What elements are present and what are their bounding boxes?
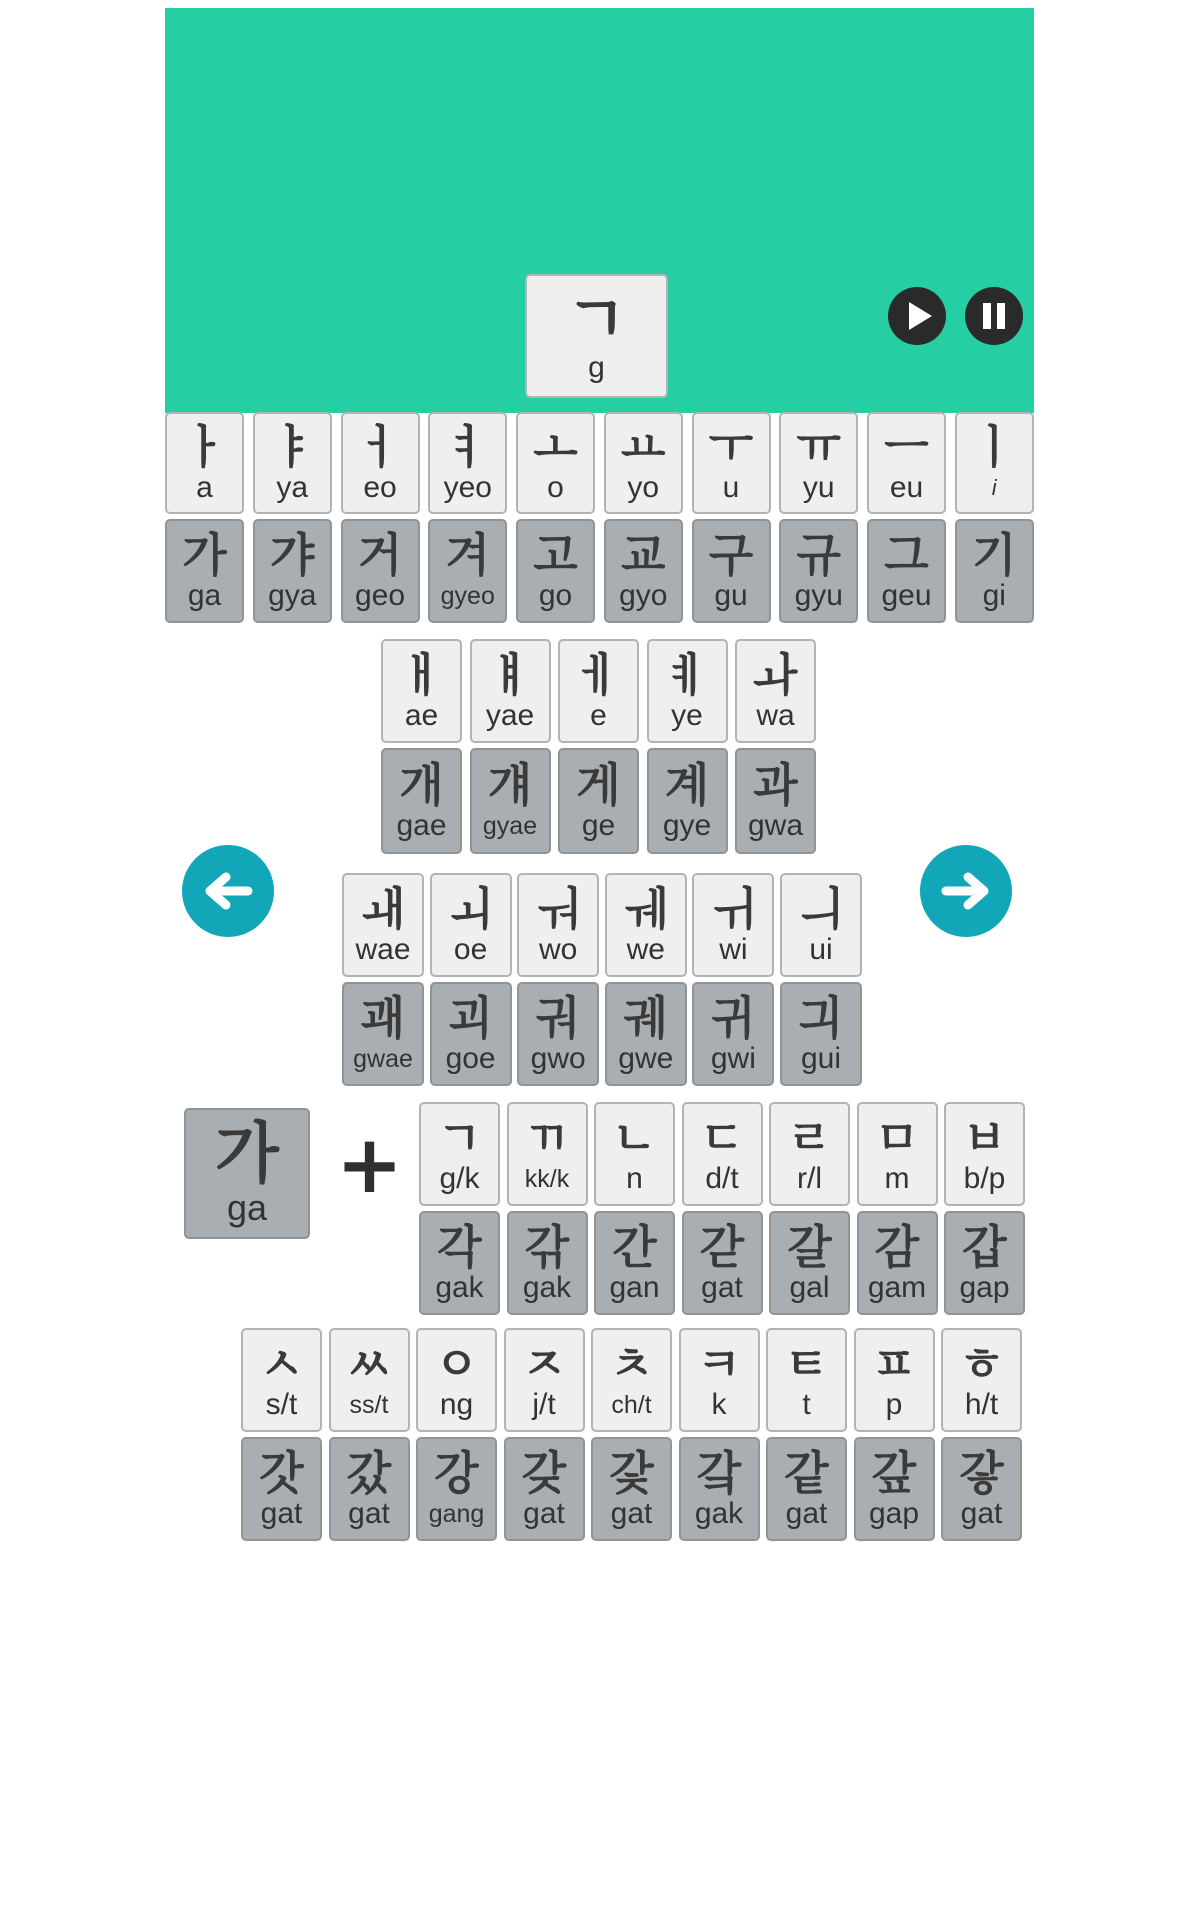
letter-tile-wo[interactable]: [517, 873, 599, 977]
base-syllable-roman: ga: [226, 1186, 268, 1228]
tile-glyph: ㅓ: [357, 420, 403, 474]
tile-glyph: 기: [972, 528, 1017, 582]
tile-romanization: gyae: [482, 812, 538, 840]
syllable-tile-gap[interactable]: [854, 1437, 935, 1541]
tile-glyph: ㅅ: [259, 1337, 304, 1391]
tile-romanization: p: [885, 1388, 903, 1421]
tile-romanization: n: [626, 1162, 643, 1195]
syllable-tile-gwae[interactable]: [342, 982, 424, 1086]
tile-romanization: s/t: [265, 1388, 298, 1421]
tile-glyph: ㅞ: [623, 882, 669, 936]
letter-tile-ch-t[interactable]: [591, 1328, 672, 1432]
tile-glyph: 교: [621, 528, 666, 582]
tile-romanization: ya: [276, 471, 309, 504]
letter-tile-ss-t[interactable]: [329, 1328, 410, 1432]
tile-glyph: ㅕ: [445, 420, 490, 474]
tile-romanization: gan: [609, 1271, 660, 1304]
tile-glyph: 가: [182, 528, 227, 582]
tile-romanization: u: [722, 471, 740, 504]
letter-tile-g-k[interactable]: [419, 1102, 500, 1206]
tile-glyph: ㄴ: [612, 1111, 657, 1165]
letter-tile-p[interactable]: [854, 1328, 935, 1432]
letter-tile-eu[interactable]: [867, 412, 946, 514]
letter-tile-wae[interactable]: [342, 873, 424, 977]
syllable-tile-ga[interactable]: [165, 519, 244, 623]
tile-glyph: ㅑ: [270, 420, 315, 474]
tile-glyph: 갈: [787, 1220, 832, 1274]
letter-tile-s-t[interactable]: [241, 1328, 322, 1432]
tile-romanization: gak: [435, 1271, 484, 1304]
syllable-tile-go[interactable]: [516, 519, 595, 623]
tile-glyph: 걔: [487, 758, 533, 812]
play-button[interactable]: [888, 287, 946, 345]
letter-tile-a[interactable]: [165, 412, 244, 514]
tile-romanization: gye: [662, 809, 712, 842]
tile-glyph: ㅇ: [434, 1337, 479, 1391]
tile-romanization: ye: [671, 699, 703, 732]
current-letter-roman: g: [588, 351, 605, 384]
syllable-tile-gyu[interactable]: [779, 519, 858, 623]
syllable-tile-gae[interactable]: [381, 748, 462, 854]
syllable-tile-gat[interactable]: [682, 1211, 763, 1315]
arrow-right-icon: [920, 845, 1012, 937]
tile-glyph: ㅟ: [711, 882, 756, 936]
syllable-tile-gat[interactable]: [766, 1437, 847, 1541]
letter-tile-i[interactable]: [955, 412, 1034, 514]
syllable-tile-gya[interactable]: [253, 519, 332, 623]
tile-romanization: ss/t: [349, 1391, 389, 1419]
tile-glyph: 갖: [521, 1446, 567, 1500]
tile-glyph: 갸: [270, 528, 315, 582]
tile-romanization: yae: [485, 699, 535, 732]
tile-romanization: gyu: [794, 579, 843, 612]
tile-romanization: i: [991, 475, 997, 500]
syllable-tile-gwo[interactable]: [517, 982, 599, 1086]
tile-romanization: k: [711, 1388, 727, 1421]
tile-romanization: g/k: [439, 1162, 480, 1195]
tile-romanization: gat: [785, 1497, 828, 1530]
tile-glyph: 과: [753, 758, 798, 812]
tile-glyph: ㅙ: [360, 882, 406, 936]
letter-tile-ye[interactable]: [647, 639, 728, 743]
tile-glyph: 갘: [696, 1446, 742, 1500]
letter-tile-yu[interactable]: [779, 412, 858, 514]
tile-romanization: gap: [959, 1271, 1010, 1304]
tile-glyph: ㄱ: [437, 1111, 482, 1165]
tile-romanization: e: [590, 699, 607, 732]
tile-romanization: gui: [800, 1042, 842, 1075]
syllable-tile-gye[interactable]: [647, 748, 728, 854]
tile-romanization: gyo: [619, 579, 668, 612]
tile-glyph: ㅈ: [521, 1337, 567, 1391]
tile-glyph: ㅣ: [972, 420, 1017, 474]
tile-romanization: wae: [355, 933, 411, 966]
tile-glyph: 갓: [259, 1446, 304, 1500]
tile-romanization: ga: [187, 579, 222, 612]
tile-romanization: gak: [694, 1497, 744, 1530]
letter-tile-ui[interactable]: [780, 873, 862, 977]
syllable-tile-gyae[interactable]: [470, 748, 551, 854]
letter-tile-d-t[interactable]: [682, 1102, 763, 1206]
pause-button[interactable]: [965, 287, 1023, 345]
letter-tile-ng[interactable]: [416, 1328, 497, 1432]
syllable-tile-gyeo[interactable]: [428, 519, 507, 623]
tile-romanization: gi: [982, 579, 1006, 612]
tile-romanization: we: [626, 933, 665, 966]
tile-glyph: 귀: [711, 991, 756, 1045]
plus-sign: +: [336, 1118, 404, 1211]
tile-romanization: h/t: [964, 1388, 999, 1421]
tile-glyph: 긔: [798, 991, 844, 1045]
letter-tile-r-l[interactable]: [769, 1102, 850, 1206]
tile-glyph: ㅛ: [621, 420, 666, 474]
letter-tile-yeo[interactable]: [428, 412, 507, 514]
syllable-tile-ge[interactable]: [558, 748, 639, 854]
tile-glyph: ㅍ: [871, 1337, 917, 1391]
letter-tile-ya[interactable]: [253, 412, 332, 514]
letter-tile-ae[interactable]: [381, 639, 462, 743]
syllable-tile-gan[interactable]: [594, 1211, 675, 1315]
previous-button[interactable]: [182, 845, 274, 937]
tile-romanization: ch/t: [611, 1391, 652, 1419]
syllable-tile-gi[interactable]: [955, 519, 1034, 623]
syllable-tile-geo[interactable]: [341, 519, 420, 623]
tile-glyph: ㅐ: [399, 648, 444, 702]
tile-glyph: 겨: [445, 528, 490, 582]
tile-romanization: a: [196, 471, 213, 504]
tile-romanization: eo: [363, 471, 397, 504]
syllable-tile-gwe[interactable]: [605, 982, 687, 1086]
syllable-tile-gak[interactable]: [679, 1437, 760, 1541]
syllable-tile-gat[interactable]: [504, 1437, 585, 1541]
tile-romanization: goe: [445, 1042, 496, 1075]
letter-tile-t[interactable]: [766, 1328, 847, 1432]
tile-romanization: geo: [354, 579, 406, 612]
syllable-tile-gak[interactable]: [419, 1211, 500, 1315]
tile-glyph: 갑: [962, 1220, 1007, 1274]
letter-tile-yo[interactable]: [604, 412, 683, 514]
tile-romanization: gang: [428, 1500, 485, 1528]
tile-romanization: gya: [268, 579, 317, 612]
tile-glyph: 갛: [959, 1446, 1004, 1500]
play-icon: [888, 287, 946, 345]
tile-romanization: geu: [881, 579, 932, 612]
tile-glyph: ㅗ: [533, 420, 578, 474]
tile-romanization: kk/k: [524, 1165, 570, 1193]
tile-glyph: 궤: [623, 991, 669, 1045]
syllable-tile-gal[interactable]: [769, 1211, 850, 1315]
letter-tile-m[interactable]: [857, 1102, 938, 1206]
tile-romanization: j/t: [532, 1388, 556, 1421]
tile-glyph: 괴: [448, 991, 493, 1045]
tile-glyph: 궈: [535, 991, 581, 1045]
tile-romanization: o: [547, 471, 564, 504]
tile-glyph: ㅚ: [448, 882, 493, 936]
tile-glyph: ㄹ: [787, 1111, 832, 1165]
tile-romanization: ui: [809, 933, 833, 966]
letter-tile-n[interactable]: [594, 1102, 675, 1206]
syllable-tile-gwa[interactable]: [735, 748, 816, 854]
tile-glyph: 갂: [524, 1220, 570, 1274]
tile-glyph: 고: [533, 528, 578, 582]
tile-romanization: gwe: [618, 1042, 674, 1075]
tile-glyph: ㅋ: [696, 1337, 742, 1391]
letter-tile-j-t[interactable]: [504, 1328, 585, 1432]
tile-romanization: gwae: [353, 1045, 413, 1073]
syllable-tile-gang[interactable]: [416, 1437, 497, 1541]
syllable-tile-geu[interactable]: [867, 519, 946, 623]
tile-romanization: wi: [719, 933, 748, 966]
tile-glyph: 갔: [346, 1446, 392, 1500]
tile-romanization: gat: [960, 1497, 1003, 1530]
syllable-tile-gam[interactable]: [857, 1211, 938, 1315]
current-letter-card: [525, 274, 668, 398]
syllable-tile-gwi[interactable]: [692, 982, 774, 1086]
syllable-tile-goe[interactable]: [430, 982, 512, 1086]
tile-romanization: b/p: [963, 1162, 1006, 1195]
current-letter-glyph: ㄱ: [565, 283, 628, 357]
tile-romanization: gwi: [710, 1042, 756, 1075]
tile-glyph: 개: [399, 758, 444, 812]
tile-romanization: eu: [889, 471, 924, 504]
tile-glyph: ㅒ: [487, 648, 533, 702]
tile-glyph: 그: [884, 528, 929, 582]
arrow-left-icon: [182, 845, 274, 937]
letter-tile-oe[interactable]: [430, 873, 512, 977]
tile-romanization: gap: [868, 1497, 920, 1530]
base-syllable-glyph: 가: [215, 1114, 279, 1192]
tile-romanization: gal: [789, 1271, 830, 1304]
tile-romanization: gat: [701, 1271, 743, 1304]
pause-icon: [965, 287, 1023, 345]
tile-romanization: gat: [348, 1497, 390, 1530]
tile-glyph: ㅁ: [874, 1111, 920, 1165]
tile-glyph: 거: [357, 528, 403, 582]
tile-romanization: gak: [522, 1271, 572, 1304]
tile-glyph: 계: [664, 758, 710, 812]
next-button[interactable]: [920, 845, 1012, 937]
tile-glyph: ㅖ: [664, 648, 710, 702]
tile-glyph: 감: [874, 1220, 920, 1274]
tile-glyph: 구: [708, 528, 754, 582]
tile-glyph: ㅜ: [708, 420, 754, 474]
tile-glyph: ㅆ: [346, 1337, 392, 1391]
tile-romanization: r/l: [797, 1162, 822, 1195]
tile-romanization: gat: [523, 1497, 565, 1530]
tile-glyph: ㅘ: [753, 648, 798, 702]
tile-romanization: m: [884, 1162, 910, 1195]
letter-tile-k[interactable]: [679, 1328, 760, 1432]
tile-glyph: ㅌ: [784, 1337, 829, 1391]
tile-glyph: ㅂ: [962, 1111, 1007, 1165]
tile-romanization: d/t: [705, 1162, 739, 1195]
base-syllable-card[interactable]: [184, 1108, 310, 1239]
tile-romanization: wo: [539, 933, 578, 966]
letter-tile-we[interactable]: [605, 873, 687, 977]
tile-romanization: gwo: [530, 1042, 586, 1075]
tile-romanization: go: [538, 579, 573, 612]
tile-romanization: gat: [610, 1497, 653, 1530]
tile-romanization: t: [802, 1388, 811, 1421]
tile-glyph: 같: [784, 1446, 829, 1500]
tile-romanization: ae: [404, 699, 439, 732]
letter-tile-o[interactable]: [516, 412, 595, 514]
syllable-tile-gat[interactable]: [329, 1437, 410, 1541]
letter-tile-u[interactable]: [692, 412, 771, 514]
tile-romanization: gae: [396, 809, 447, 842]
tile-romanization: gwa: [747, 809, 804, 842]
tile-glyph: 괘: [360, 991, 406, 1045]
tile-glyph: ㅔ: [576, 648, 621, 702]
letter-tile-wa[interactable]: [735, 639, 816, 743]
tile-glyph: 갗: [609, 1446, 654, 1500]
tile-romanization: yo: [627, 471, 660, 504]
tile-romanization: wa: [756, 699, 795, 732]
letter-tile-yae[interactable]: [470, 639, 551, 743]
tile-glyph: 강: [434, 1446, 479, 1500]
tile-glyph: 게: [576, 758, 621, 812]
tile-glyph: ㅎ: [959, 1337, 1004, 1391]
tile-romanization: ng: [439, 1388, 474, 1421]
letter-tile-h-t[interactable]: [941, 1328, 1022, 1432]
tile-glyph: 갚: [871, 1446, 917, 1500]
tile-glyph: 갇: [699, 1220, 745, 1274]
letter-tile-e[interactable]: [558, 639, 639, 743]
syllable-tile-gui[interactable]: [780, 982, 862, 1086]
tile-romanization: oe: [453, 933, 488, 966]
tile-romanization: gam: [867, 1271, 927, 1304]
tile-glyph: ㅢ: [798, 882, 844, 936]
tile-glyph: ㄷ: [699, 1111, 745, 1165]
syllable-tile-gat[interactable]: [591, 1437, 672, 1541]
tile-romanization: gat: [260, 1497, 303, 1530]
letter-tile-wi[interactable]: [692, 873, 774, 977]
syllable-tile-gat[interactable]: [941, 1437, 1022, 1541]
tile-glyph: ㄲ: [524, 1111, 570, 1165]
tile-romanization: gu: [714, 579, 748, 612]
letter-tile-b-p[interactable]: [944, 1102, 1025, 1206]
tile-glyph: ㅝ: [535, 882, 581, 936]
syllable-tile-gyo[interactable]: [604, 519, 683, 623]
letter-tile-kk-k[interactable]: [507, 1102, 588, 1206]
syllable-tile-gap[interactable]: [944, 1211, 1025, 1315]
tile-glyph: 규: [796, 528, 841, 582]
tile-romanization: gyeo: [440, 582, 495, 610]
letter-tile-eo[interactable]: [341, 412, 420, 514]
syllable-tile-gu[interactable]: [692, 519, 771, 623]
tile-romanization: ge: [581, 809, 616, 842]
tile-glyph: ㅡ: [884, 420, 929, 474]
tile-glyph: ㅏ: [182, 420, 227, 474]
syllable-tile-gat[interactable]: [241, 1437, 322, 1541]
tile-romanization: yu: [802, 471, 835, 504]
tile-glyph: ㅊ: [609, 1337, 654, 1391]
syllable-tile-gak[interactable]: [507, 1211, 588, 1315]
tile-glyph: 간: [612, 1220, 657, 1274]
tile-glyph: 각: [437, 1220, 482, 1274]
tile-glyph: ㅠ: [796, 420, 841, 474]
tile-romanization: yeo: [443, 471, 492, 504]
